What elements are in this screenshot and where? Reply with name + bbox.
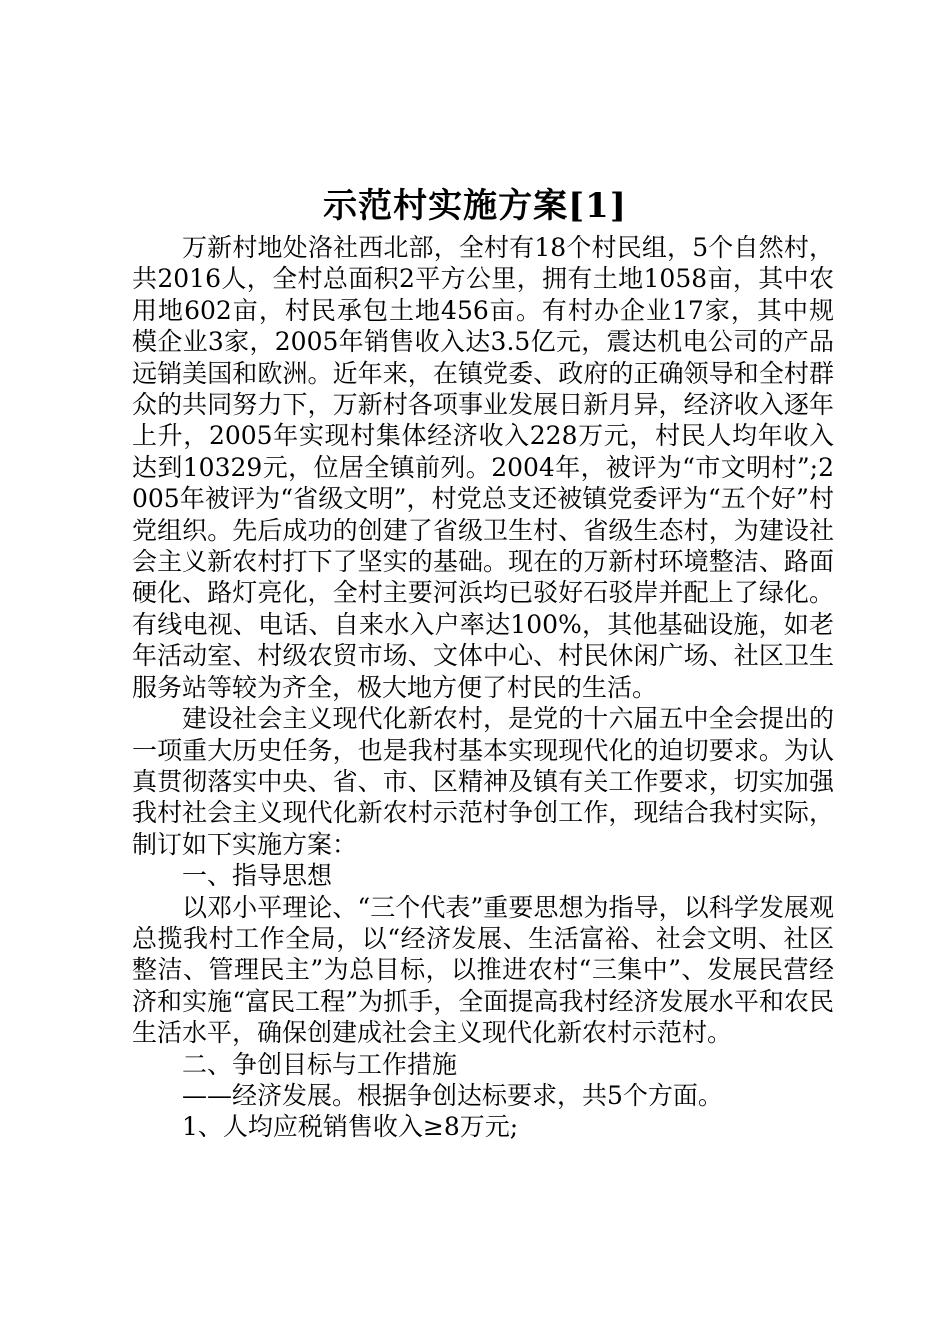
section-heading-goals-measures: 二、争创目标与工作措施 xyxy=(182,1049,458,1079)
document-title: 示范村实施方案[1] xyxy=(323,186,627,226)
document-body xyxy=(132,232,834,1143)
paragraph-village-overview: 万新村地处洛社西北部，全村有18个村民组，5个自然村，共2016人，全村总面积2平方公里，拥有土地1058亩，其中农用地602亩，村民承包土地456亩。有村办企业17家，其中规模企业3家，2005年销售收入达3.5亿元，震达机电公司的产品远销美国和欧洲。近年来，在镇党委、政府的正确领导和全村群众的共同努力下，万新村各项事业发展日新月异，经济收入逐年上升，2005年实现村集体经济收入228万元，村民人均年收入达到10329元，位居全镇前列。2004年，被评为“市文明村”;2005年被评为“省级文明”，村党总支还被镇党委评为“五个好”村党组织。先后成功的创建了省级卫生村、省级生态村，为建设社会主义新农村打下了坚实的基础。现在的万新村环境整洁、路面硬化、路灯亮化，全村主要河浜均已驳好石驳岸并配上了绿化。有线电视、电话、自来水入户率达100%，其他基础设施，如老年活动室、村级农贸市场、文体中心、村民休闲广场、社区卫生服务站等较为齐全，极大地方便了村民的生活。 xyxy=(132,233,834,702)
section-heading-guiding-ideology: 一、指导思想 xyxy=(182,861,333,891)
paragraph-purpose: 建设社会主义现代化新农村，是党的十六届五中全会提出的一项重大历史任务，也是我村基本实现现代化的迫切要求。为认真贯彻落实中央、省、市、区精神及镇有关工作要求，切实加强我村社会主义现代化新农村示范村争创工作，现结合我村实际，制订如下实施方案： xyxy=(132,704,834,859)
paragraph-economic-development: ——经济发展。根据争创达标要求，共5个方面。 xyxy=(182,1080,723,1110)
paragraph-guiding-ideology: 以邓小平理论、“三个代表”重要思想为指导，以科学发展观总揽我村工作全局，以“经济发展、生活富裕、社会文明、社区整洁、管理民主”为总目标，以推进农村“三集中”、发展民营经济和实施“富民工程”为抓手，全面提高我村经济发展水平和农民生活水平，确保创建成社会主义现代化新农村示范村。 xyxy=(132,892,834,1048)
list-item-sales-income: 1、人均应税销售收入≥8万元; xyxy=(182,1112,519,1142)
